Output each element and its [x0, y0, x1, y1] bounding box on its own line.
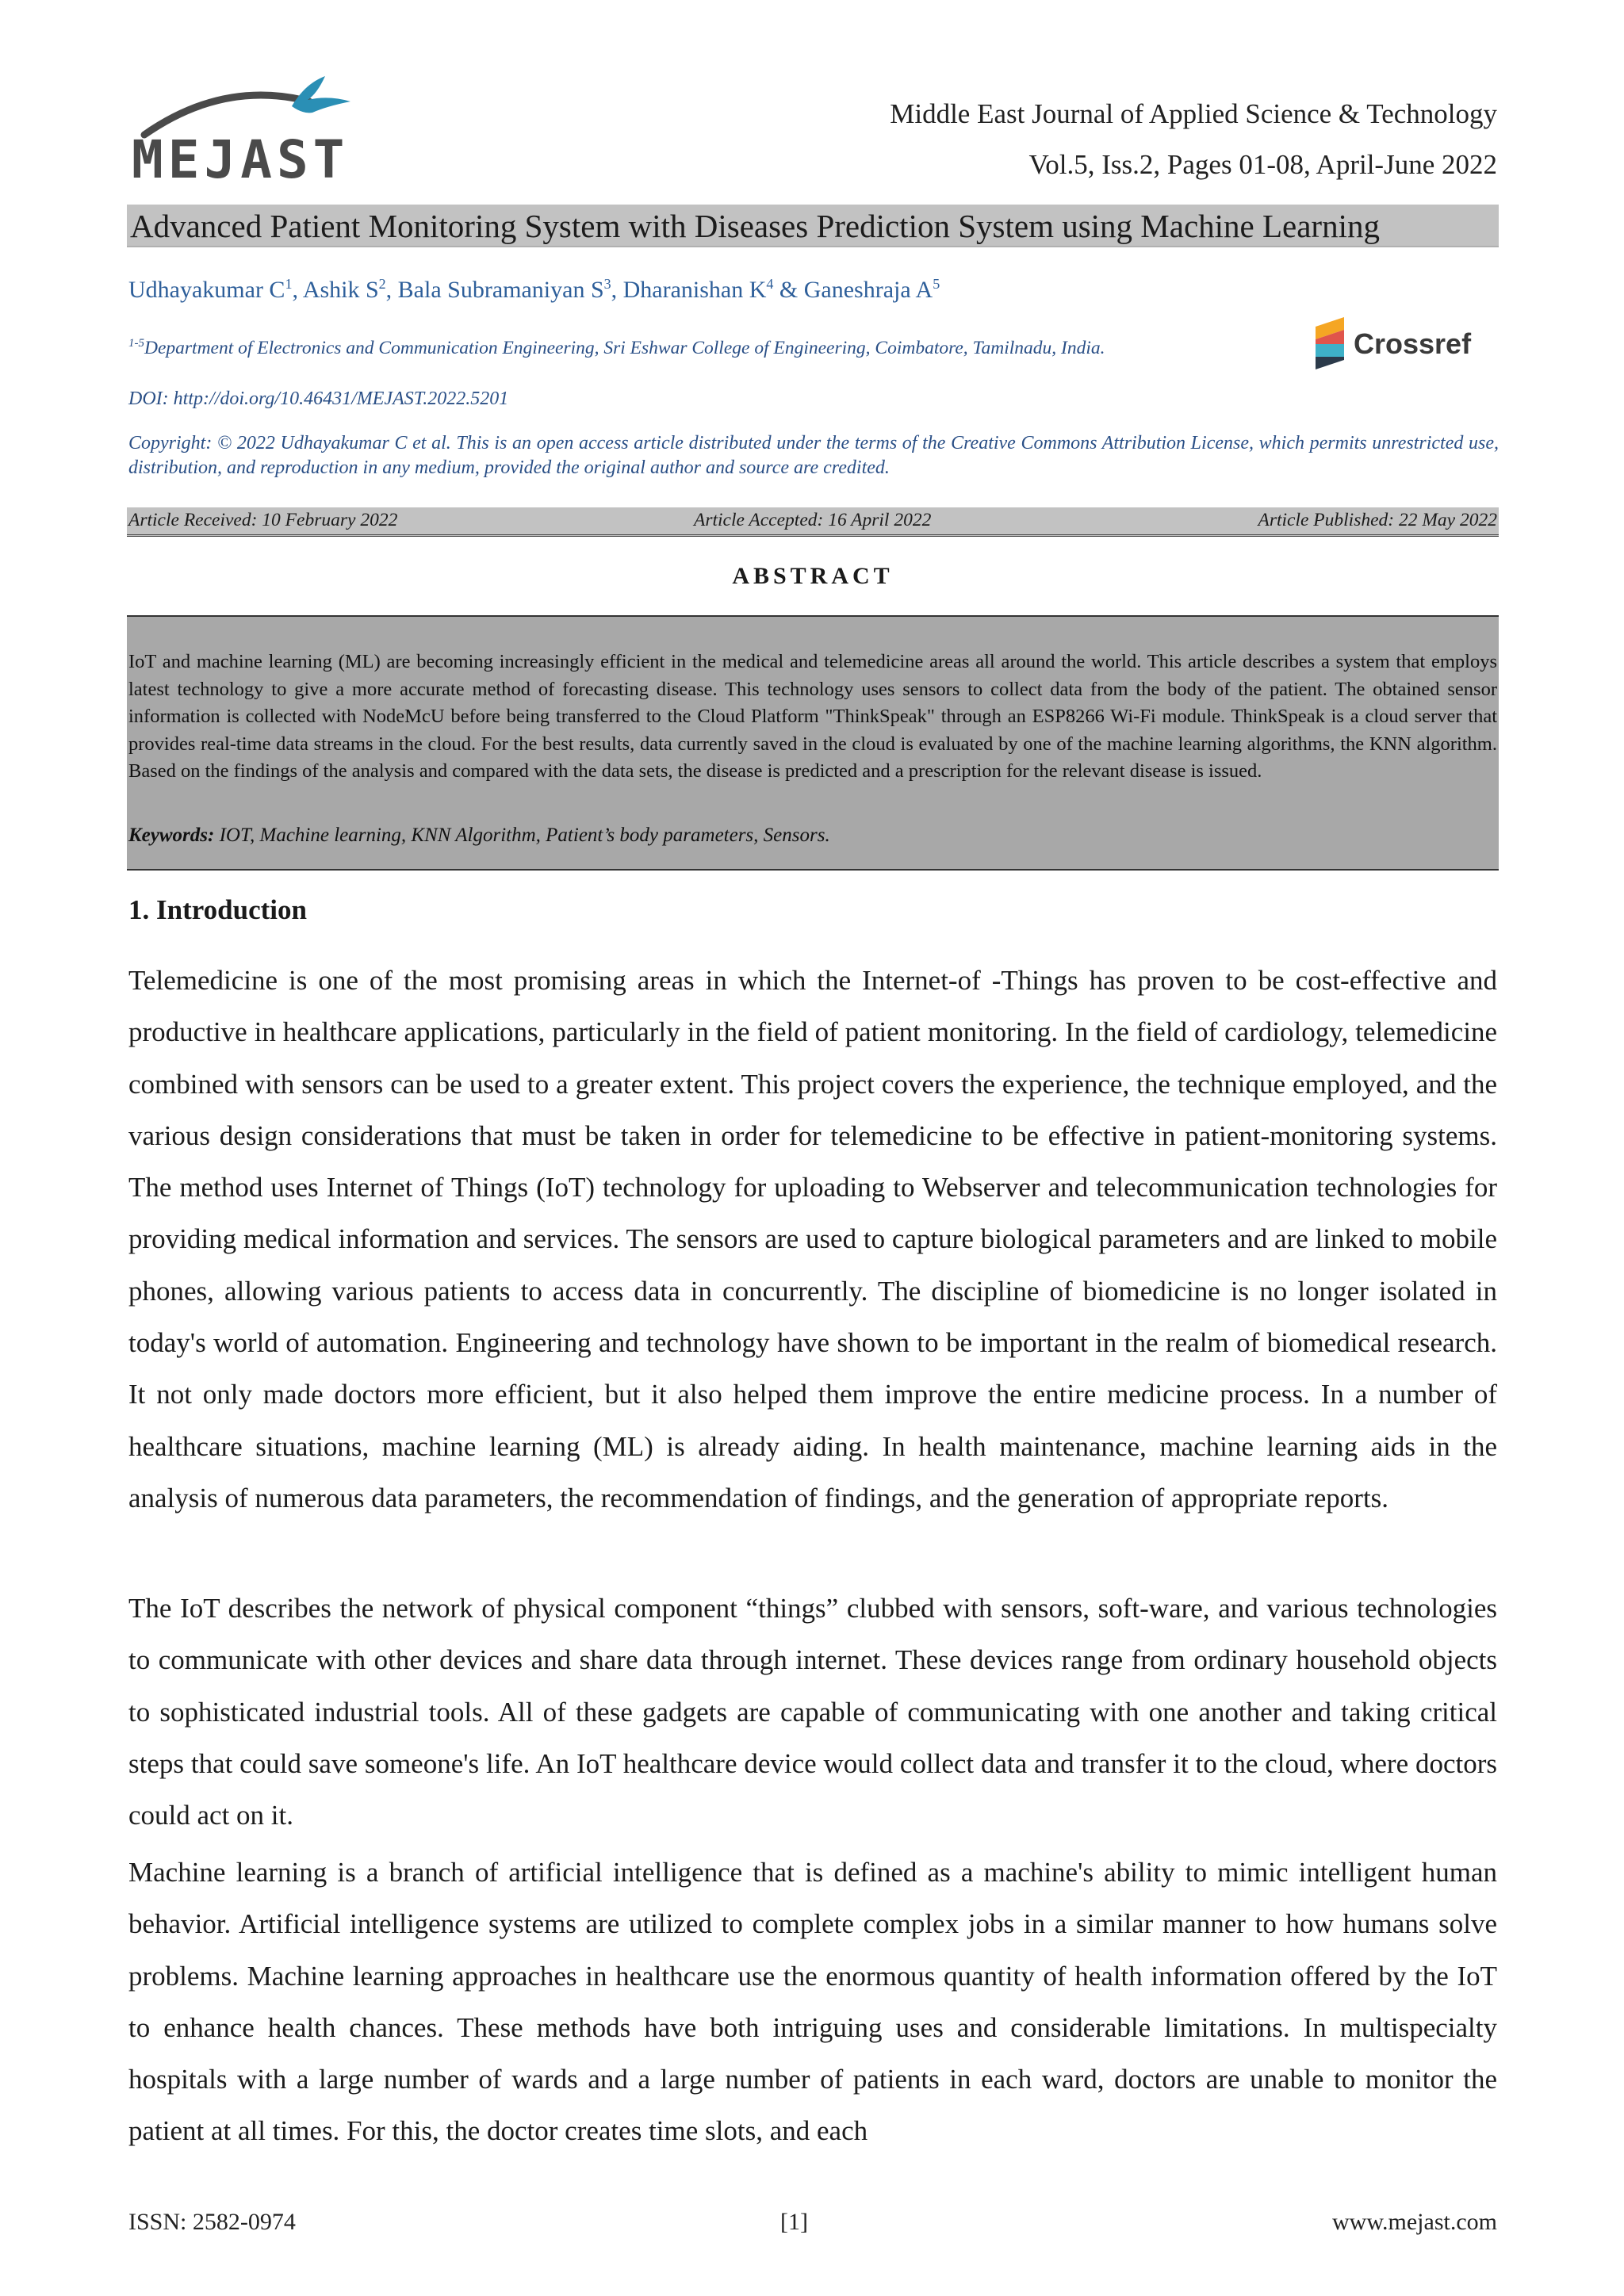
keywords: Keywords: IOT, Machine learning, KNN Algorithm, Patient’s body parameters, Sensors.	[128, 825, 830, 846]
volume-info: Vol.5, Iss.2, Pages 01-08, April-June 2022	[1028, 149, 1497, 180]
section-heading: 1. Introduction	[128, 894, 307, 925]
affiliation: $^{1-5}$Department of Electronics and Communication Engineering, Sri Eshwar College of Engineering, Coimbatore, Tamilnadu, India.	[128, 337, 1105, 358]
date-published: Article Published: 22 May 2022	[1258, 510, 1497, 530]
author[interactable]: Bala Subramaniyan $S^3$	[397, 276, 611, 303]
abstract-text: IoT and machine learning (ML) are becoming increasingly efficient in the medical and telemedicine areas all around the world. This article describes a system that employs latest technology to give a more accurate method of forecasting disease. This technology uses sensors to collect data from the body of the patient. The obtained sensor information is collected with NodeMcU before being transferred to the Cloud Platform "ThinkSpeak" through an ESP8266 Wi-Fi module. ThinkSpeak is a cloud server that provides real-time data streams in the cloud. For the best results, data currently saved in the cloud is evaluated by one of the machine learning algorithms, the KNN algorithm. Based on the findings of the analysis and compared with the data sets, the disease is predicted and a prescription for the relevant disease is issued.	[128, 651, 1497, 782]
paragraph: Telemedicine is one of the most promising areas in which the Internet-of -Things has proven to be cost-effective and productive in healthcare applications, particularly in the field of patient monitoring. In the field of cardiology, telemedicine combined with sensors can be used to a greater extent. This project covers the experience, the technique employed, and the various design considerations that must be taken in order for telemedicine to be effective in patient-monitoring systems. The method uses Internet of Things (IoT) technology for uploading to Webserver and telecommunication technologies for providing medical information and services. The sensors are used to capture biological parameters and are linked to mobile phones, allowing various patients to access data in concurrently. The discipline of biomedicine is no longer isolated in today's world of automation. Engineering and technology have shown to be important in the realm of biomedical research. It not only made doctors more efficient, but it also helped them improve the entire medicine process. In a number of healthcare situations, machine learning (ML) is already aiding. In health maintenance, machine learning aids in the analysis of numerous data parameters, the recommendation of findings, and the generation of appropriate reports.	[128, 965, 1497, 1513]
doi-link[interactable]: DOI: http://doi.org/10.46431/MEJAST.2022.5201	[128, 388, 509, 409]
author[interactable]: Ashik $S^2$	[302, 276, 386, 303]
date-received: Article Received: 10 February 2022	[128, 510, 398, 530]
author[interactable]: Dharanishan $K^4$	[622, 276, 774, 303]
abstract-heading: ABSTRACT	[732, 563, 894, 589]
author-list: Udhayakumar $C^1$, Ashik $S^2$, Bala Subramaniyan $S^3$, Dharanishan $K^4$ & Ganeshraja $A^5$	[128, 276, 940, 303]
footer-page-number: [1]	[780, 2209, 808, 2235]
svg-text:MEJAST: MEJAST	[132, 129, 350, 184]
copyright-notice: Copyright: © 2022 Udhayakumar C et al. This is an open access article distributed under the terms of the Creative Commons Attribution License, which permits unrestricted use, distribution, and reproduction in any medium, provided the original author and source are credited.	[128, 433, 1499, 478]
article-title: Advanced Patient Monitoring System with Diseases Prediction System using Machine Learning	[130, 208, 1380, 244]
journal-info	[890, 89, 1497, 190]
mejast-logo	[128, 73, 366, 184]
crossref-logo[interactable]	[1312, 312, 1499, 373]
footer-issn: ISSN: 2582-0974	[128, 2209, 296, 2235]
paragraph: Machine learning is a branch of artificial intelligence that is defined as a machine's ability to mimic intelligent human behavior. Artificial intelligence systems are utilized to complete complex jobs in a similar manner to how humans solve problems. Machine learning approaches in healthcare use the enormous quantity of health information offered by the IoT to enhance health chances. These methods have both intriguing uses and considerable limitations. In multispecialty hospitals with a large number of wards and a large number of patients in each ward, doctors are unable to monitor the patient at all times. For this, the doctor creates time slots, and each	[128, 1857, 1497, 2147]
bird-icon	[292, 76, 350, 113]
journal-name: Middle East Journal of Applied Science & Technology	[890, 98, 1497, 129]
abstract-box	[127, 615, 1499, 871]
author[interactable]: Ganeshraja $A^5$	[803, 276, 940, 303]
article-dates-bar	[127, 507, 1499, 537]
footer-website[interactable]: www.mejast.com	[1331, 2209, 1497, 2235]
author[interactable]: Udhayakumar $C^1$	[128, 276, 293, 303]
svg-text:Crossref: Crossref	[1354, 327, 1472, 360]
title-bar	[127, 205, 1499, 247]
paragraph: The IoT describes the network of physical component “things” clubbed with sensors, soft-ware, and various technologies to communicate with other devices and share data through internet. These devices range from ordinary household objects to sophisticated industrial tools. All of these gadgets are capable of communicating with one another and taking critical steps that could save someone's life. An IoT healthcare device would collect data and transfer it to the cloud, where doctors could act on it.	[128, 1593, 1497, 1831]
date-accepted: Article Accepted: 16 April 2022	[694, 510, 932, 530]
